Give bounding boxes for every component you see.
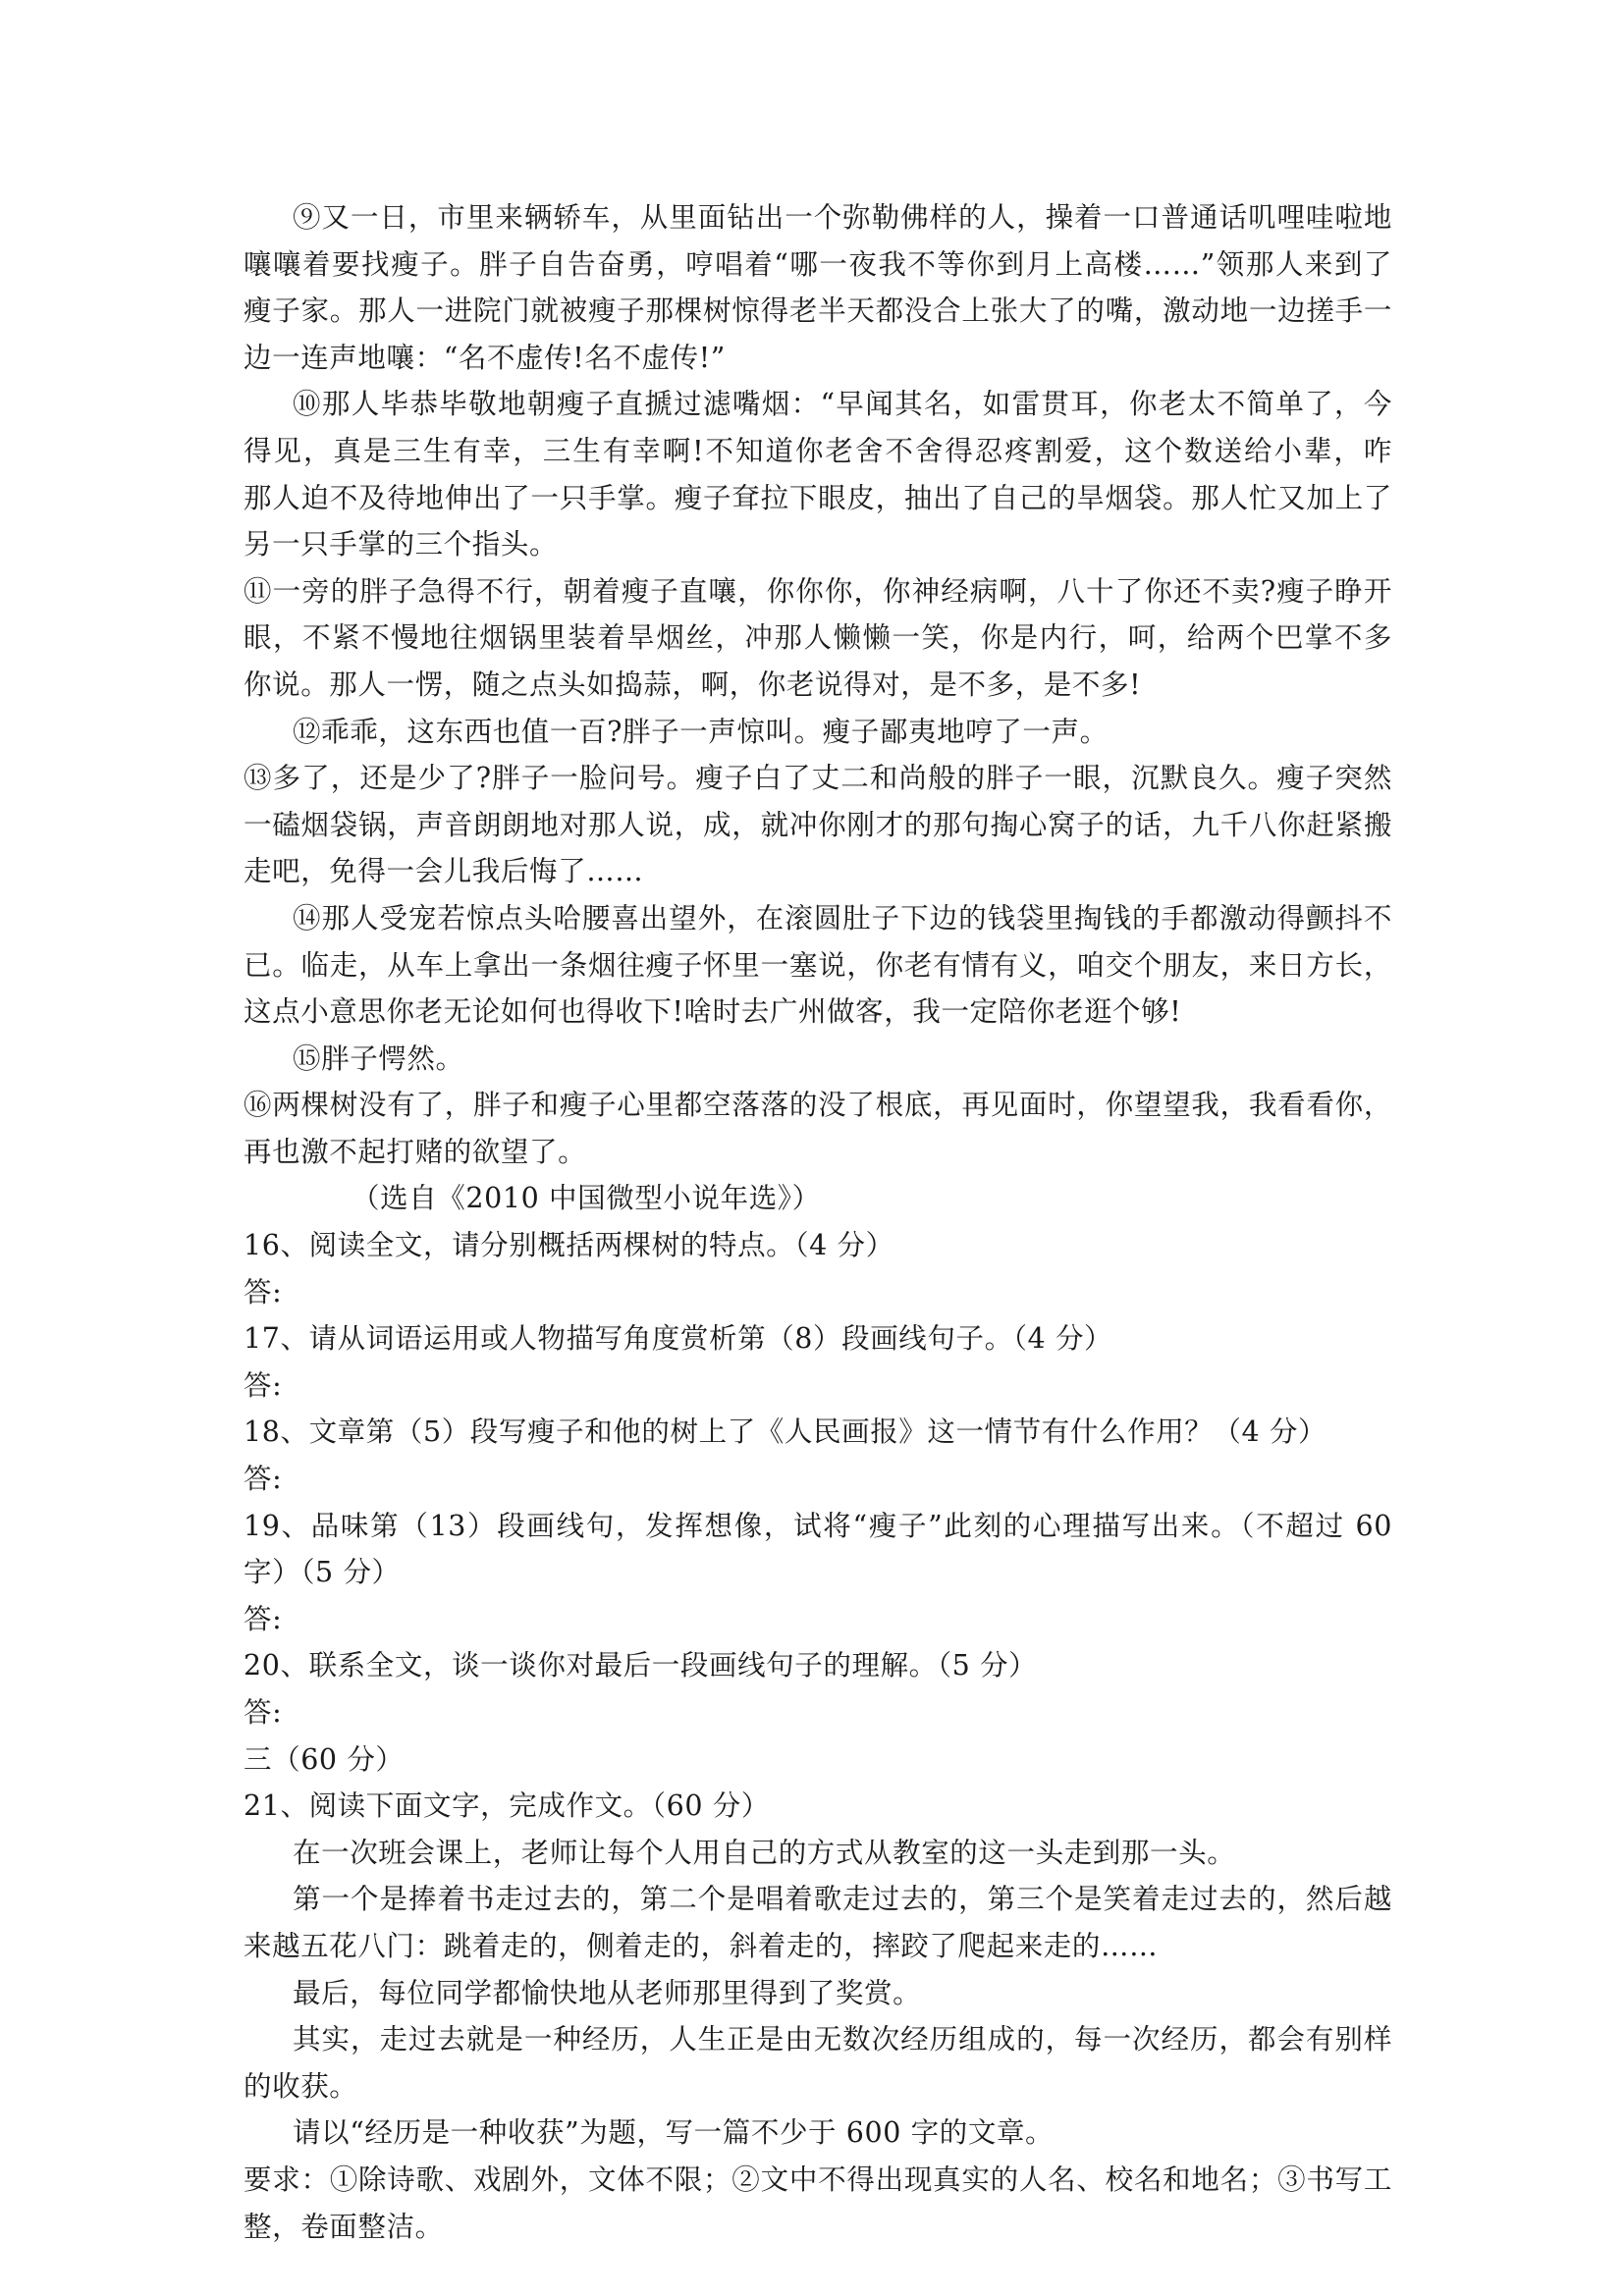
answer-label: 答: xyxy=(244,1463,283,1496)
source-citation: （选自《2010 中国微型小说年选》） xyxy=(352,1182,821,1215)
text-line: ⑮胖子愕然。 xyxy=(293,1041,464,1075)
paragraph-10 xyxy=(244,381,1392,567)
text-line: 瘦子家。那人一进院门就被瘦子那棵树惊得老半天都没合上张大了的嘴，激动地一边搓手一 xyxy=(244,294,1392,328)
requirements: 要求：①除诗歌、戏剧外，文体不限；②文中不得出现真实的人名、校名和地名；③书写工 xyxy=(244,2163,1392,2196)
text-line: ⑬多了，还是少了?胖子一脸问号。瘦子白了丈二和尚般的胖子一眼，沉默良久。瘦子突然 xyxy=(244,762,1392,795)
essay-title-instruction: 请以“经历是一种收获”为题，写一篇不少于 600 字的文章。 xyxy=(293,2116,1055,2150)
prompt-paragraph-continued: 的收获。 xyxy=(244,2069,358,2103)
paragraph-16 xyxy=(244,1082,1392,1175)
text-line: 这点小意思你老无论如何也得收下!啥时去广州做客，我一定陪你老逛个够! xyxy=(244,995,1182,1029)
question-21: 21、阅读下面文字，完成作文。（60 分） xyxy=(244,1789,770,1823)
prompt-paragraph: 其实，走过去就是一种经历，人生正是由无数次经历组成的，每一次经历，都会有别样 xyxy=(293,2023,1392,2056)
section-heading: 三（60 分） xyxy=(244,1742,405,1776)
text-line: ⑪一旁的胖子急得不行，朝着瘦子直嚷，你你你，你神经病啊，八十了你还不卖?瘦子睁开 xyxy=(244,574,1392,608)
answer-label: 答: xyxy=(244,1602,283,1635)
paragraph-14 xyxy=(244,895,1392,1036)
text-line: 你说。那人一愣，随之点头如捣蒜，啊，你老说得对，是不多，是不多! xyxy=(244,667,1142,701)
text-line: 已。临走，从车上拿出一条烟往瘦子怀里一塞说，你老有情有义，咱交个朋友，来日方长， xyxy=(244,948,1392,982)
prompt-paragraph: 最后，每位同学都愉快地从老师那里得到了奖赏。 xyxy=(293,1976,922,2009)
text-line: 另一只手掌的三个指头。 xyxy=(244,528,559,561)
paragraph-11 xyxy=(244,568,1392,709)
text-line: ⑯两棵树没有了，胖子和瘦子心里都空落落的没了根底，再见面时，你望望我，我看看你， xyxy=(244,1089,1392,1122)
text-line: 边一连声地嚷：“名不虚传!名不虚传!” xyxy=(244,341,726,374)
answer-label: 答: xyxy=(244,1275,283,1308)
questions-section xyxy=(244,1222,1392,1736)
text-line: 再也激不起打赌的欲望了。 xyxy=(244,1135,587,1168)
prompt-paragraph: 在一次班会课上，老师让每个人用自己的方式从教室的这一头走到那一头。 xyxy=(293,1836,1236,1869)
text-line: ⑫乖乖，这东西也值一百?胖子一声惊叫。瘦子鄙夷地哼了一声。 xyxy=(293,715,1109,748)
question-19-continued: 字）（5 分） xyxy=(244,1556,401,1589)
prompt-paragraph-continued: 来越五花八门：跳着走的，侧着走的，斜着走的，摔跤了爬起来走的…… xyxy=(244,1929,1159,1962)
text-line: 得见，真是三生有幸，三生有幸啊!不知道你老舍不舍得忍疼割爱，这个数送给小辈，咋 xyxy=(244,434,1392,467)
paragraph-13 xyxy=(244,755,1392,895)
text-line: ⑨又一日，市里来辆轿车，从里面钻出一个弥勒佛样的人，操着一口普通话叽哩哇啦地 xyxy=(293,201,1392,234)
requirements-continued: 整，卷面整洁。 xyxy=(244,2210,444,2243)
prompt-paragraph: 第一个是捧着书走过去的，第二个是唱着歌走过去的，第三个是笑着走过去的，然后越 xyxy=(293,1883,1392,1916)
document-page xyxy=(244,194,1392,2250)
text-line: ⑩那人毕恭毕敬地朝瘦子直搋过滤嘴烟：“早闻其名，如雷贯耳，你老太不简单了，今 xyxy=(293,388,1392,421)
composition-section xyxy=(244,1736,1392,2251)
paragraph-12 xyxy=(244,709,1392,756)
answer-label: 答: xyxy=(244,1696,283,1729)
text-line: 走吧，免得一会儿我后悔了…… xyxy=(244,855,644,888)
text-line: 嚷嚷着要找瘦子。胖子自告奋勇，哼唱着“哪一夜我不等你到月上高楼……”领那人来到了 xyxy=(244,247,1392,281)
question-19: 19、品味第（13）段画线句，发挥想像，试将“瘦子”此刻的心理描写出来。（不超过 60 xyxy=(244,1509,1392,1542)
text-line: 眼，不紧不慢地往烟锅里装着旱烟丝，冲那人懒懒一笑，你是内行，呵，给两个巴掌不多 xyxy=(244,621,1392,655)
text-line: ⑭那人受宠若惊点头哈腰喜出望外，在滚圆肚子下边的钱袋里掏钱的手都激动得颤抖不 xyxy=(293,901,1392,934)
question-20: 20、联系全文，谈一谈你对最后一段画线句子的理解。（5 分） xyxy=(244,1649,1038,1682)
question-17: 17、请从词语运用或人物描写角度赏析第（8）段画线句子。（4 分） xyxy=(244,1322,1113,1356)
text-line: 一磕烟袋锅，声音朗朗地对那人说，成，就冲你刚才的那句掏心窝子的话，九千八你赶紧搬 xyxy=(244,808,1392,841)
question-18: 18、文章第（5）段写瘦子和他的树上了《人民画报》这一情节有什么作用？（4 分） xyxy=(244,1415,1327,1449)
question-16: 16、阅读全文，请分别概括两棵树的特点。（4 分） xyxy=(244,1229,894,1262)
paragraph-15 xyxy=(244,1036,1392,1083)
text-line: 那人迫不及待地伸出了一只手掌。瘦子耷拉下眼皮，抽出了自己的旱烟袋。那人忙又加上了 xyxy=(244,481,1392,514)
paragraph-9 xyxy=(244,194,1392,381)
answer-label: 答: xyxy=(244,1368,283,1402)
